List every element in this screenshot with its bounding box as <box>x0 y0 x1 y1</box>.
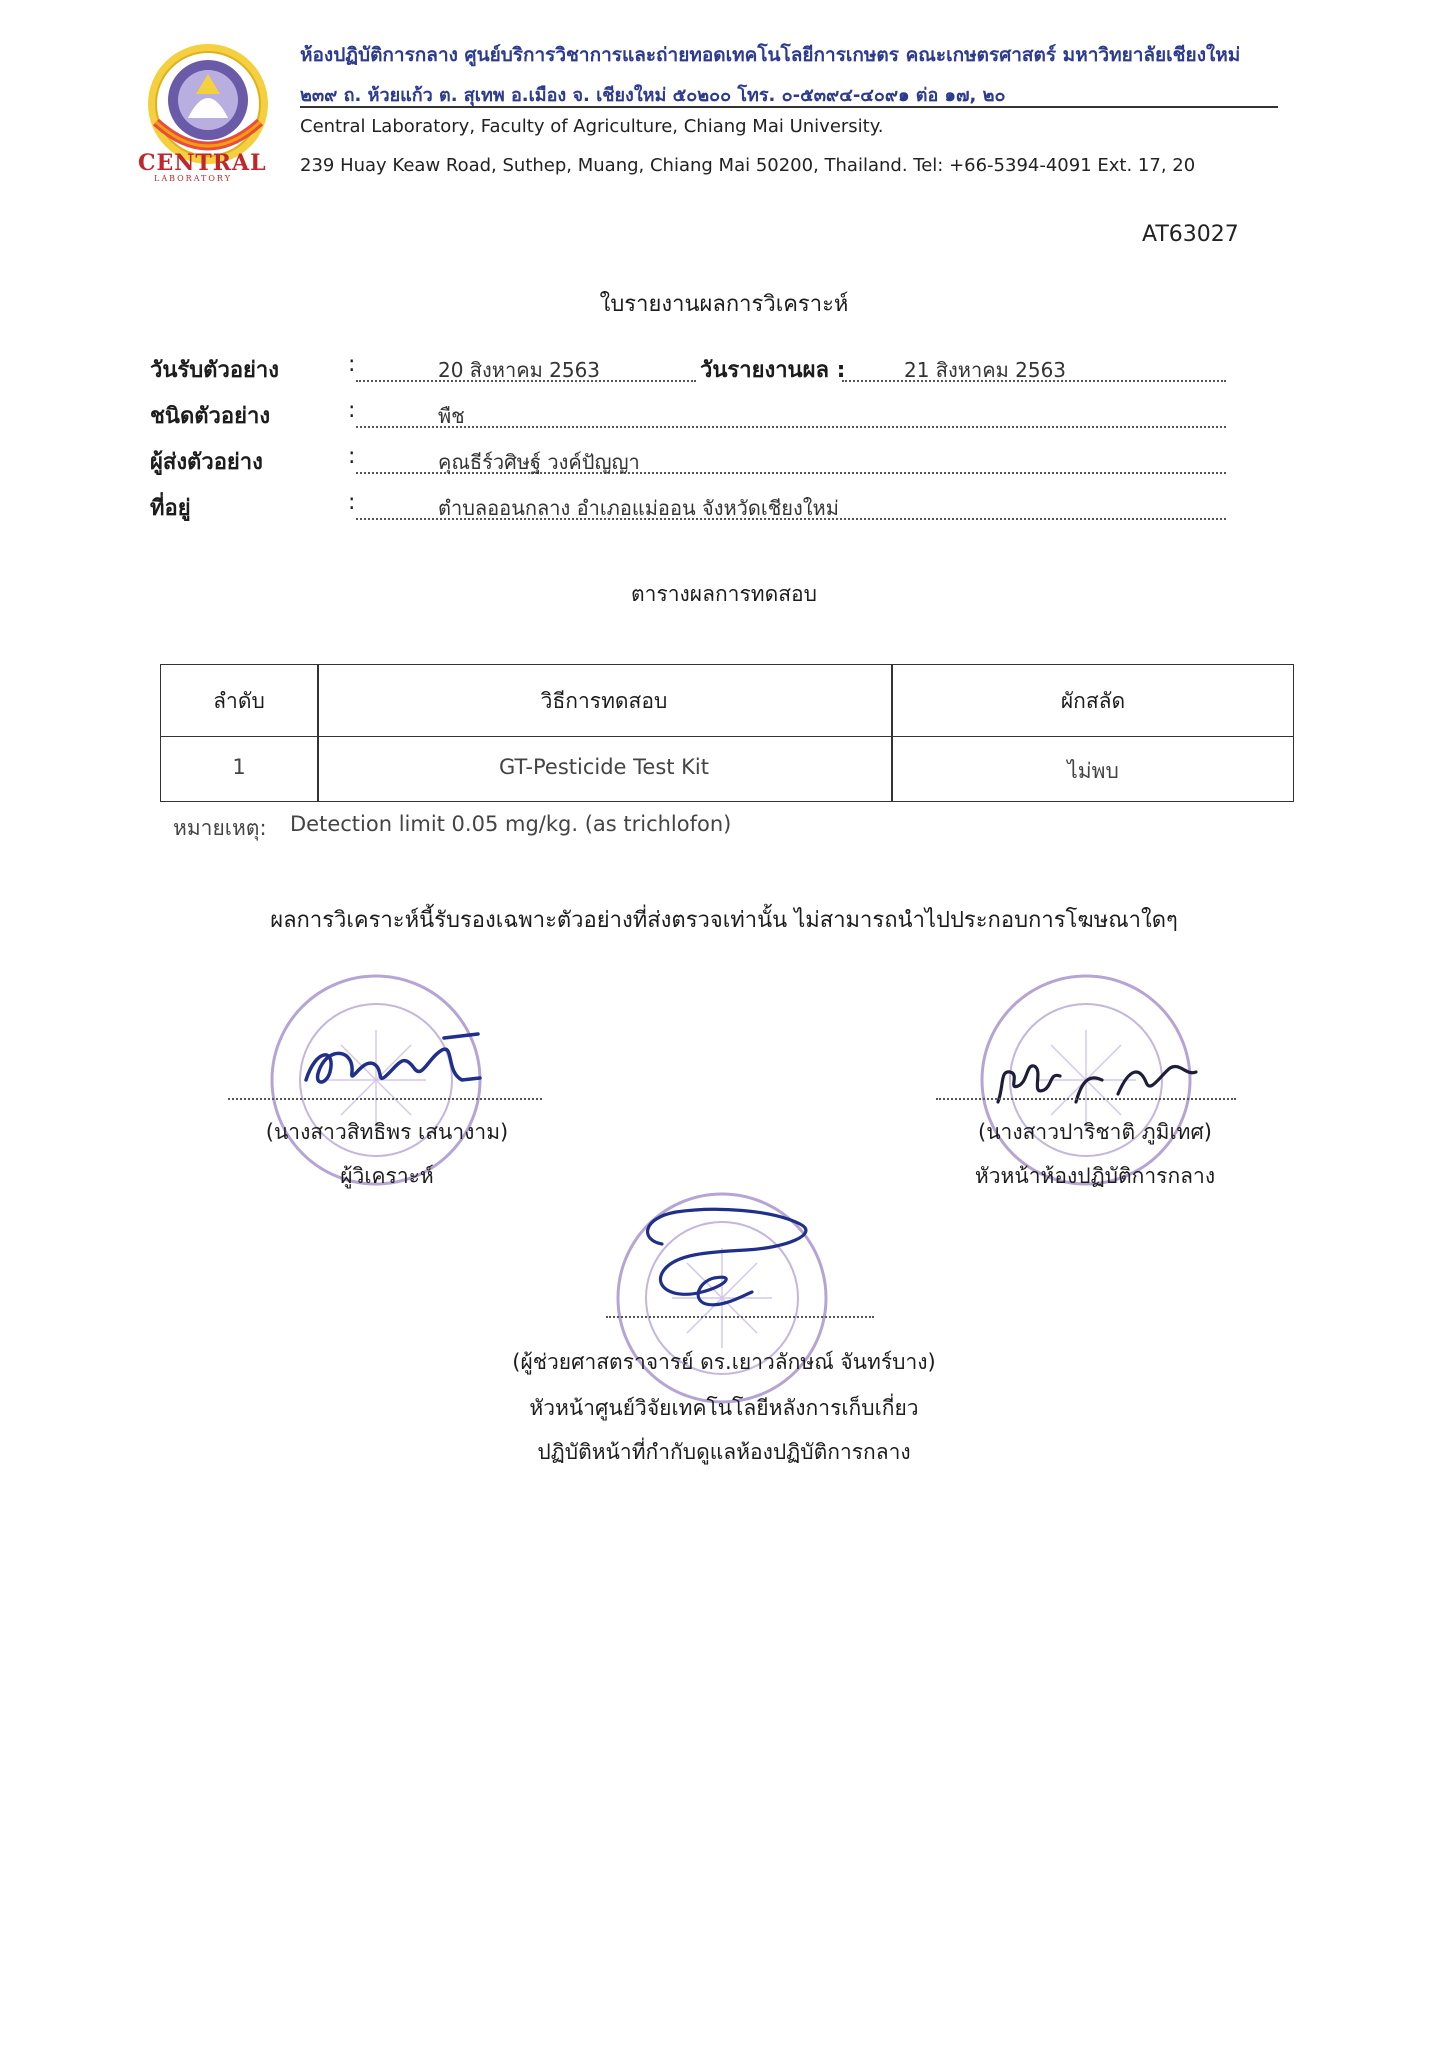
colon: : <box>348 444 356 469</box>
director-signature-icon <box>616 1200 826 1330</box>
received-date-value: 20 สิงหาคม 2563 <box>438 358 601 382</box>
address-thai: ๒๓๙ ถ. ห้วยแก้ว ต. สุเทพ อ.เมือง จ. เชียงใหม่ ๕๐๒๐๐ โทร. ๐-๕๓๙๔-๔๐๙๑ ต่อ ๑๗, ๒๐ <box>300 85 1006 106</box>
org-name-thai: ห้องปฏิบัติการกลาง ศูนย์บริการวิชาการและถ่ายทอดเทคโนโลยีการเกษตร คณะเกษตรศาสตร์ มหาวิทยาลัยเชียงใหม่ <box>300 44 1241 66</box>
table-cell-result: ไม่พบ <box>1067 759 1119 783</box>
logo-text: CENTRAL <box>138 150 267 176</box>
table-cell-method: GT-Pesticide Test Kit <box>498 755 710 779</box>
address-label: ที่อยู่ <box>150 496 191 521</box>
table-cell-order: 1 <box>232 755 246 779</box>
column-header-sample: ผักสลัด <box>1060 689 1126 713</box>
dotted-line <box>356 426 1226 428</box>
sample-type-value: พืช <box>438 404 465 428</box>
director-name: (ผู้ช่วยศาสตราจารย์ ดร.เยาวลักษณ์ จันทร์บาง) <box>512 1350 936 1374</box>
colon: : <box>348 398 356 423</box>
logo-subtext: LABORATORY <box>154 174 232 183</box>
logo-caption <box>138 152 278 183</box>
disclaimer: ผลการวิเคราะห์นี้รับรองเฉพาะตัวอย่างที่ส่งตรวจเท่านั้น ไม่สามารถนำไปประกอบการโฆษณาใดๆ <box>270 908 1178 933</box>
note-text: Detection limit 0.05 mg/kg. (as trichlofon) <box>290 812 732 836</box>
column-header-order: ลำดับ <box>213 689 265 713</box>
document-title: ใบรายงานผลการวิเคราะห์ <box>599 292 849 317</box>
analyst-name: (นางสาวสิทธิพร เสนางาม) <box>265 1120 509 1144</box>
director-title-1: หัวหน้าศูนย์วิจัยเทคโนโลยีหลังการเก็บเกี่ยว <box>529 1396 919 1420</box>
results-table <box>160 664 1294 802</box>
sample-type-label: ชนิดตัวอย่าง <box>150 404 271 429</box>
received-date-label: วันรับตัวอย่าง <box>150 358 280 383</box>
analyst-title: ผู้วิเคราะห์ <box>340 1164 434 1188</box>
sender-value: คุณธีร์วศิษฐ์ วงค์ปัญญา <box>438 450 640 474</box>
report-date-label: วันรายงานผล : <box>700 358 846 383</box>
note-label: หมายเหตุ: <box>173 816 267 840</box>
column-header-method: วิธีการทดสอบ <box>540 689 668 713</box>
header-divider <box>300 106 1278 108</box>
signature-line <box>606 1316 874 1318</box>
document-id: AT63027 <box>1142 222 1239 247</box>
org-name-english: Central Laboratory, Faculty of Agriculture, Chiang Mai University. <box>300 116 884 137</box>
results-table-title: ตารางผลการทดสอบ <box>631 582 817 606</box>
colon: : <box>348 352 356 377</box>
report-date-value: 21 สิงหาคม 2563 <box>904 358 1067 382</box>
analyst-signature-icon <box>296 1028 486 1098</box>
sender-label: ผู้ส่งตัวอย่าง <box>150 450 263 475</box>
lab-head-signature-icon <box>990 1046 1210 1116</box>
colon: : <box>348 490 356 515</box>
lab-head-title: หัวหน้าห้องปฏิบัติการกลาง <box>974 1164 1216 1188</box>
signature-line <box>936 1098 1236 1100</box>
address-value: ตำบลออนกลาง อำเภอแม่ออน จังหวัดเชียงใหม่ <box>438 496 839 520</box>
signature-line <box>228 1098 542 1100</box>
address-english: 239 Huay Keaw Road, Suthep, Muang, Chiang Mai 50200, Thailand. Tel: +66-5394-4091 Ext. 17, 20 <box>300 155 1196 176</box>
lab-head-name: (นางสาวปาริชาติ ภูมิเทศ) <box>978 1120 1212 1144</box>
director-title-2: ปฏิบัติหน้าที่กำกับดูแลห้องปฏิบัติการกลาง <box>537 1440 911 1464</box>
